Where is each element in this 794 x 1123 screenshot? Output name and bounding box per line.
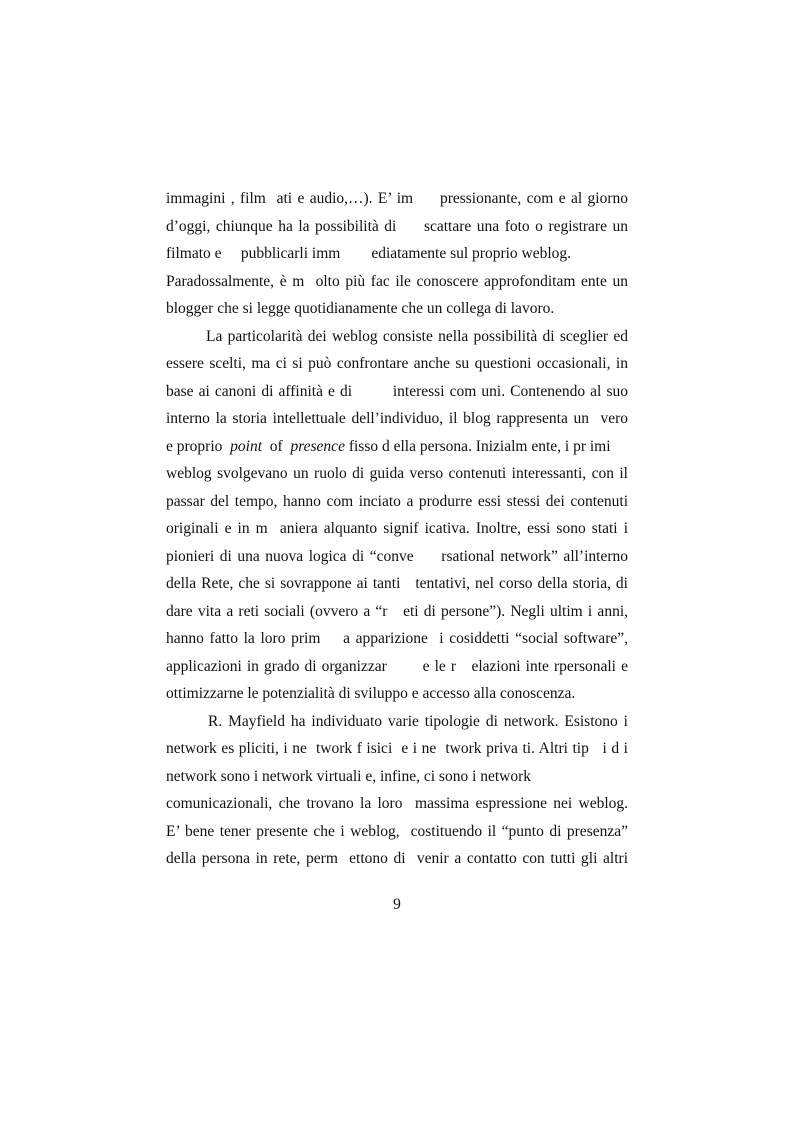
text-line: blogger che si legge quotidianamente che un collega di lavoro. — [166, 300, 555, 317]
text-line: della Rete, che si sovrappone ai tanti tentativi, nel corso della storia, di — [166, 575, 628, 592]
italic-term: point — [230, 437, 263, 455]
text-line: della persona in rete, perm ettono di venir a contatto con tutti gli altri — [166, 850, 628, 867]
text-line: dare vita a reti sociali (ovvero a “r eti di persone”). Negli ultim i anni, — [166, 602, 628, 620]
text-line: Paradossalmente, è m olto più fac ile conoscere approfonditam ente un — [166, 272, 628, 290]
text-line: immagini , film ati e audio,…). E’ im pressionante, com e al giorno — [166, 190, 628, 207]
text-span: fisso d ella persona. Inizialm ente, i pr imi — [344, 437, 611, 455]
text-line: d’oggi, chiunque ha la possibilità di scattare una foto o registrare un — [166, 217, 628, 235]
text-line: E’ bene tener presente che i weblog, costituendo il “punto di presenza” — [166, 822, 628, 840]
text-line: essere scelti, ma ci si può confrontare anche su questioni occasionali, in — [166, 355, 628, 372]
text-line: base ai canoni di affinità e di interessi com uni. Contenendo al suo — [166, 382, 628, 400]
text-line-with-italics — [166, 433, 628, 461]
text-line: network sono i network virtuali e, infine, ci sono i network — [166, 767, 532, 785]
text-line: hanno fatto la loro prim a apparizione i cosiddetti “social software”, — [166, 630, 628, 647]
paragraph-start-line: R. Mayfield ha individuato varie tipologie di network. Esistono i — [208, 712, 628, 730]
text-line: passar del tempo, hanno com inciato a produrre essi stessi dei contenuti — [166, 492, 628, 510]
text-line: ottimizzarne le potenzialità di sviluppo e accesso alla conoscenza. — [166, 685, 576, 702]
italic-term: presence — [290, 437, 345, 455]
paragraph-start-line: La particolarità dei weblog consiste nella possibilità di sceglier ed — [206, 327, 628, 345]
body-text — [166, 185, 628, 873]
text-span: of — [262, 437, 291, 455]
text-line: network es pliciti, i ne twork f isici e i ne twork priva ti. Altri tip i d i — [166, 740, 628, 757]
text-line: weblog svolgevano un ruolo di guida verso contenuti interessanti, con il — [166, 465, 628, 482]
text-line: comunicazionali, che trovano la loro massima espressione nei weblog. — [166, 795, 628, 812]
text-span: e proprio — [166, 437, 231, 455]
text-line: filmato e pubblicarli imm ediatamente sul proprio weblog. — [166, 245, 572, 262]
text-line: pionieri di una nuova logica di “conve rsational network” all’interno — [166, 547, 628, 565]
text-line: applicazioni in grado di organizzar e le r elazioni inte rpersonali e — [166, 657, 628, 675]
text-line: interno la storia intellettuale dell’individuo, il blog rappresenta un vero — [166, 410, 628, 427]
text-line: originali e in m aniera alquanto signif icativa. Inoltre, essi sono stati i — [166, 520, 628, 537]
page-number: 9 — [393, 896, 401, 913]
